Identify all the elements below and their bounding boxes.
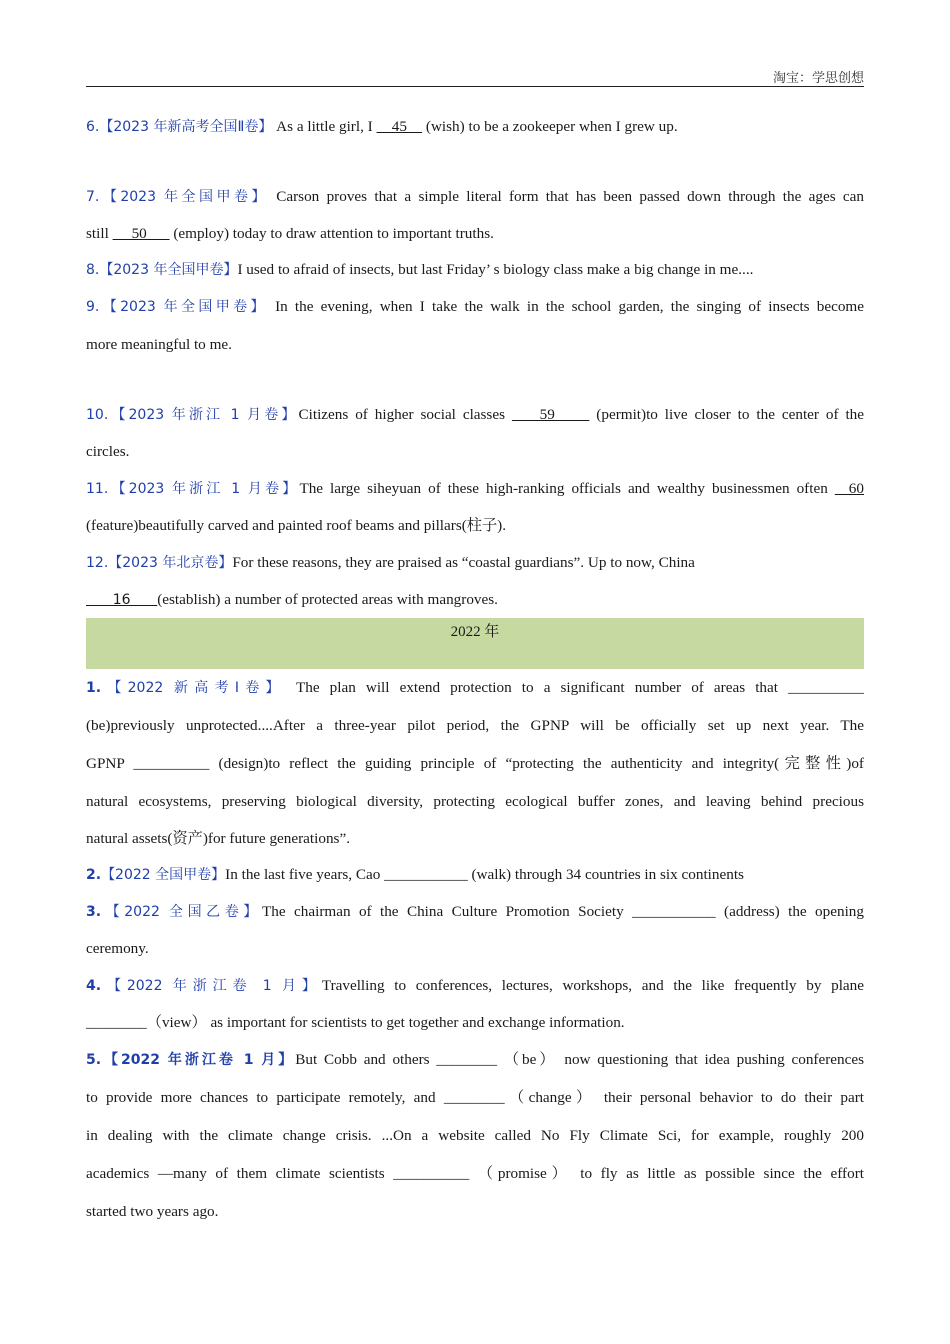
question-10 [86,396,864,434]
question-6 [86,108,864,146]
question-source: 【2023 年新高考全国Ⅱ卷】 [99,119,273,135]
question-number: 5. [86,1052,102,1068]
question-text: (feature)beautifully carved and painted roof beams and pillars(柱子). [86,517,507,534]
question-text: Travelling to conferences, lectures, workshops, and the like frequently by plane [321,977,864,994]
question-source: 【2023 年全国甲卷】 [99,262,238,278]
answer-blank: 59 [511,406,590,423]
question-source: 【2022 新高考Ⅰ卷】 [101,680,286,696]
question-2022-2 [86,857,864,893]
question-12-cont [86,582,864,618]
question-2022-1-cont [86,821,864,857]
question-text: still [86,225,113,242]
year-label: 2022 年 [450,624,500,640]
question-2022-5-cont [86,1117,864,1155]
question-text: In the evening, when I take the walk in the school garden, the singing of insects become [267,298,864,315]
question-2022-3 [86,893,864,931]
question-text: For these reasons, they are praised as “coastal guardians”. Up to now, China [232,554,695,571]
question-text: As a little girl, I [272,118,377,135]
question-number: 7. [86,189,100,205]
question-11-cont [86,508,864,544]
question-text: to provide more chances to participate remotely, and ________（change） their personal behavior to do their part [86,1089,864,1106]
question-10-cont [86,434,864,470]
question-number: 10. [86,407,109,423]
answer-blank: 45 [376,118,423,135]
question-7-cont [86,216,864,252]
question-source: 【2023 年北京卷】 [108,555,233,571]
question-text: natural assets(资产)for future generations”. [86,830,350,847]
question-number: 6. [86,119,100,135]
question-source: 【2023 年全国甲卷】 [99,189,269,205]
question-source: 【2023 年全国甲卷】 [99,299,268,315]
question-2022-4-cont [86,1005,864,1041]
question-number: 1. [86,680,102,696]
question-text: ceremony. [86,940,149,957]
question-7 [86,178,864,216]
question-12 [86,544,864,582]
question-text: (employ) today to draw attention to important truths. [169,225,494,242]
question-number: 2. [86,867,102,883]
question-text: in dealing with the climate change crisis. ...On a website called No Fly Climate Sci, for example, roughly 200 [86,1127,864,1144]
question-text: (establish) a number of protected areas with mangroves. [157,591,498,608]
question-source: 【2023 年浙江 1 月卷】 [108,407,299,423]
question-text: ________（view） as important for scientists to get together and exchange information. [86,1014,625,1031]
question-text: I used to afraid of insects, but last Friday’ s biology class make a big change in me.... [237,261,754,278]
question-number: 8. [86,262,100,278]
question-2022-1 [86,669,864,707]
question-text: But Cobb and others ________ （be） now questioning that idea pushing conferences [295,1051,864,1068]
question-2022-3-cont [86,931,864,967]
answer-blank: 60 [834,480,864,497]
question-2022-1-cont [86,745,864,783]
question-source: 【2022 年浙江卷 1 月】 [101,978,322,994]
question-text: The large siheyuan of these high-ranking officials and wealthy businessmen often [299,480,835,497]
question-text: academics —many of them climate scientists __________ （promise） to fly as little as possible since the effort [86,1165,864,1182]
question-text: The plan will extend protection to a significant number of areas that __________ [285,679,864,696]
answer-blank: 50 [112,225,170,242]
question-11 [86,470,864,508]
question-2022-1-cont [86,707,864,745]
question-8 [86,252,864,288]
question-number: 3. [86,904,102,920]
question-text: In the last five years, Cao ___________ (walk) through 34 countries in six continents [225,866,744,883]
question-text: The chairman of the China Culture Promotion Society ___________ (address) the opening [262,903,864,920]
question-9 [86,288,864,326]
question-number: 9. [86,299,100,315]
year-section-header [86,618,864,669]
question-source: 【2022 全国乙卷】 [101,904,263,920]
question-text: Citizens of higher social classes [298,406,512,423]
question-2022-4 [86,967,864,1005]
question-number: 12. [86,555,109,571]
question-number: 11. [86,481,109,497]
question-2022-5-cont [86,1155,864,1193]
question-text: started two years ago. [86,1203,219,1220]
question-2022-1-cont [86,783,864,821]
question-text: more meaningful to me. [86,336,232,353]
question-text: Carson proves that a simple literal form that has been passed down through the ages can [268,188,864,205]
answer-blank: 16 [86,592,158,608]
question-source: 【2022 年浙江卷 1 月】 [101,1052,296,1068]
header-brand: 淘宝：学思创想 [772,71,864,86]
question-source: 【2022 全国甲卷】 [101,867,226,883]
page-header [86,66,864,87]
question-text: circles. [86,443,130,460]
question-source: 【2023 年浙江 1 月卷】 [108,481,300,497]
question-text: GPNP __________ (design)to reflect the guiding principle of “protecting the authenticity and integrity(完整性)of [86,755,864,772]
question-text: (be)previously unprotected....After a three-year pilot period, the GPNP will be officially set up next year. The [86,717,864,734]
question-2022-5-cont [86,1079,864,1117]
question-number: 4. [86,978,102,994]
question-text: natural ecosystems, preserving biological diversity, protecting ecological buffer zones, and leaving behind precious [86,793,864,810]
question-text: (permit)to live closer to the center of the [589,406,864,423]
question-2022-5-cont [86,1193,864,1231]
document-body [86,108,864,1231]
question-text: (wish) to be a zookeeper when I grew up. [422,118,678,135]
question-2022-5 [86,1041,864,1079]
question-9-cont [86,326,864,364]
